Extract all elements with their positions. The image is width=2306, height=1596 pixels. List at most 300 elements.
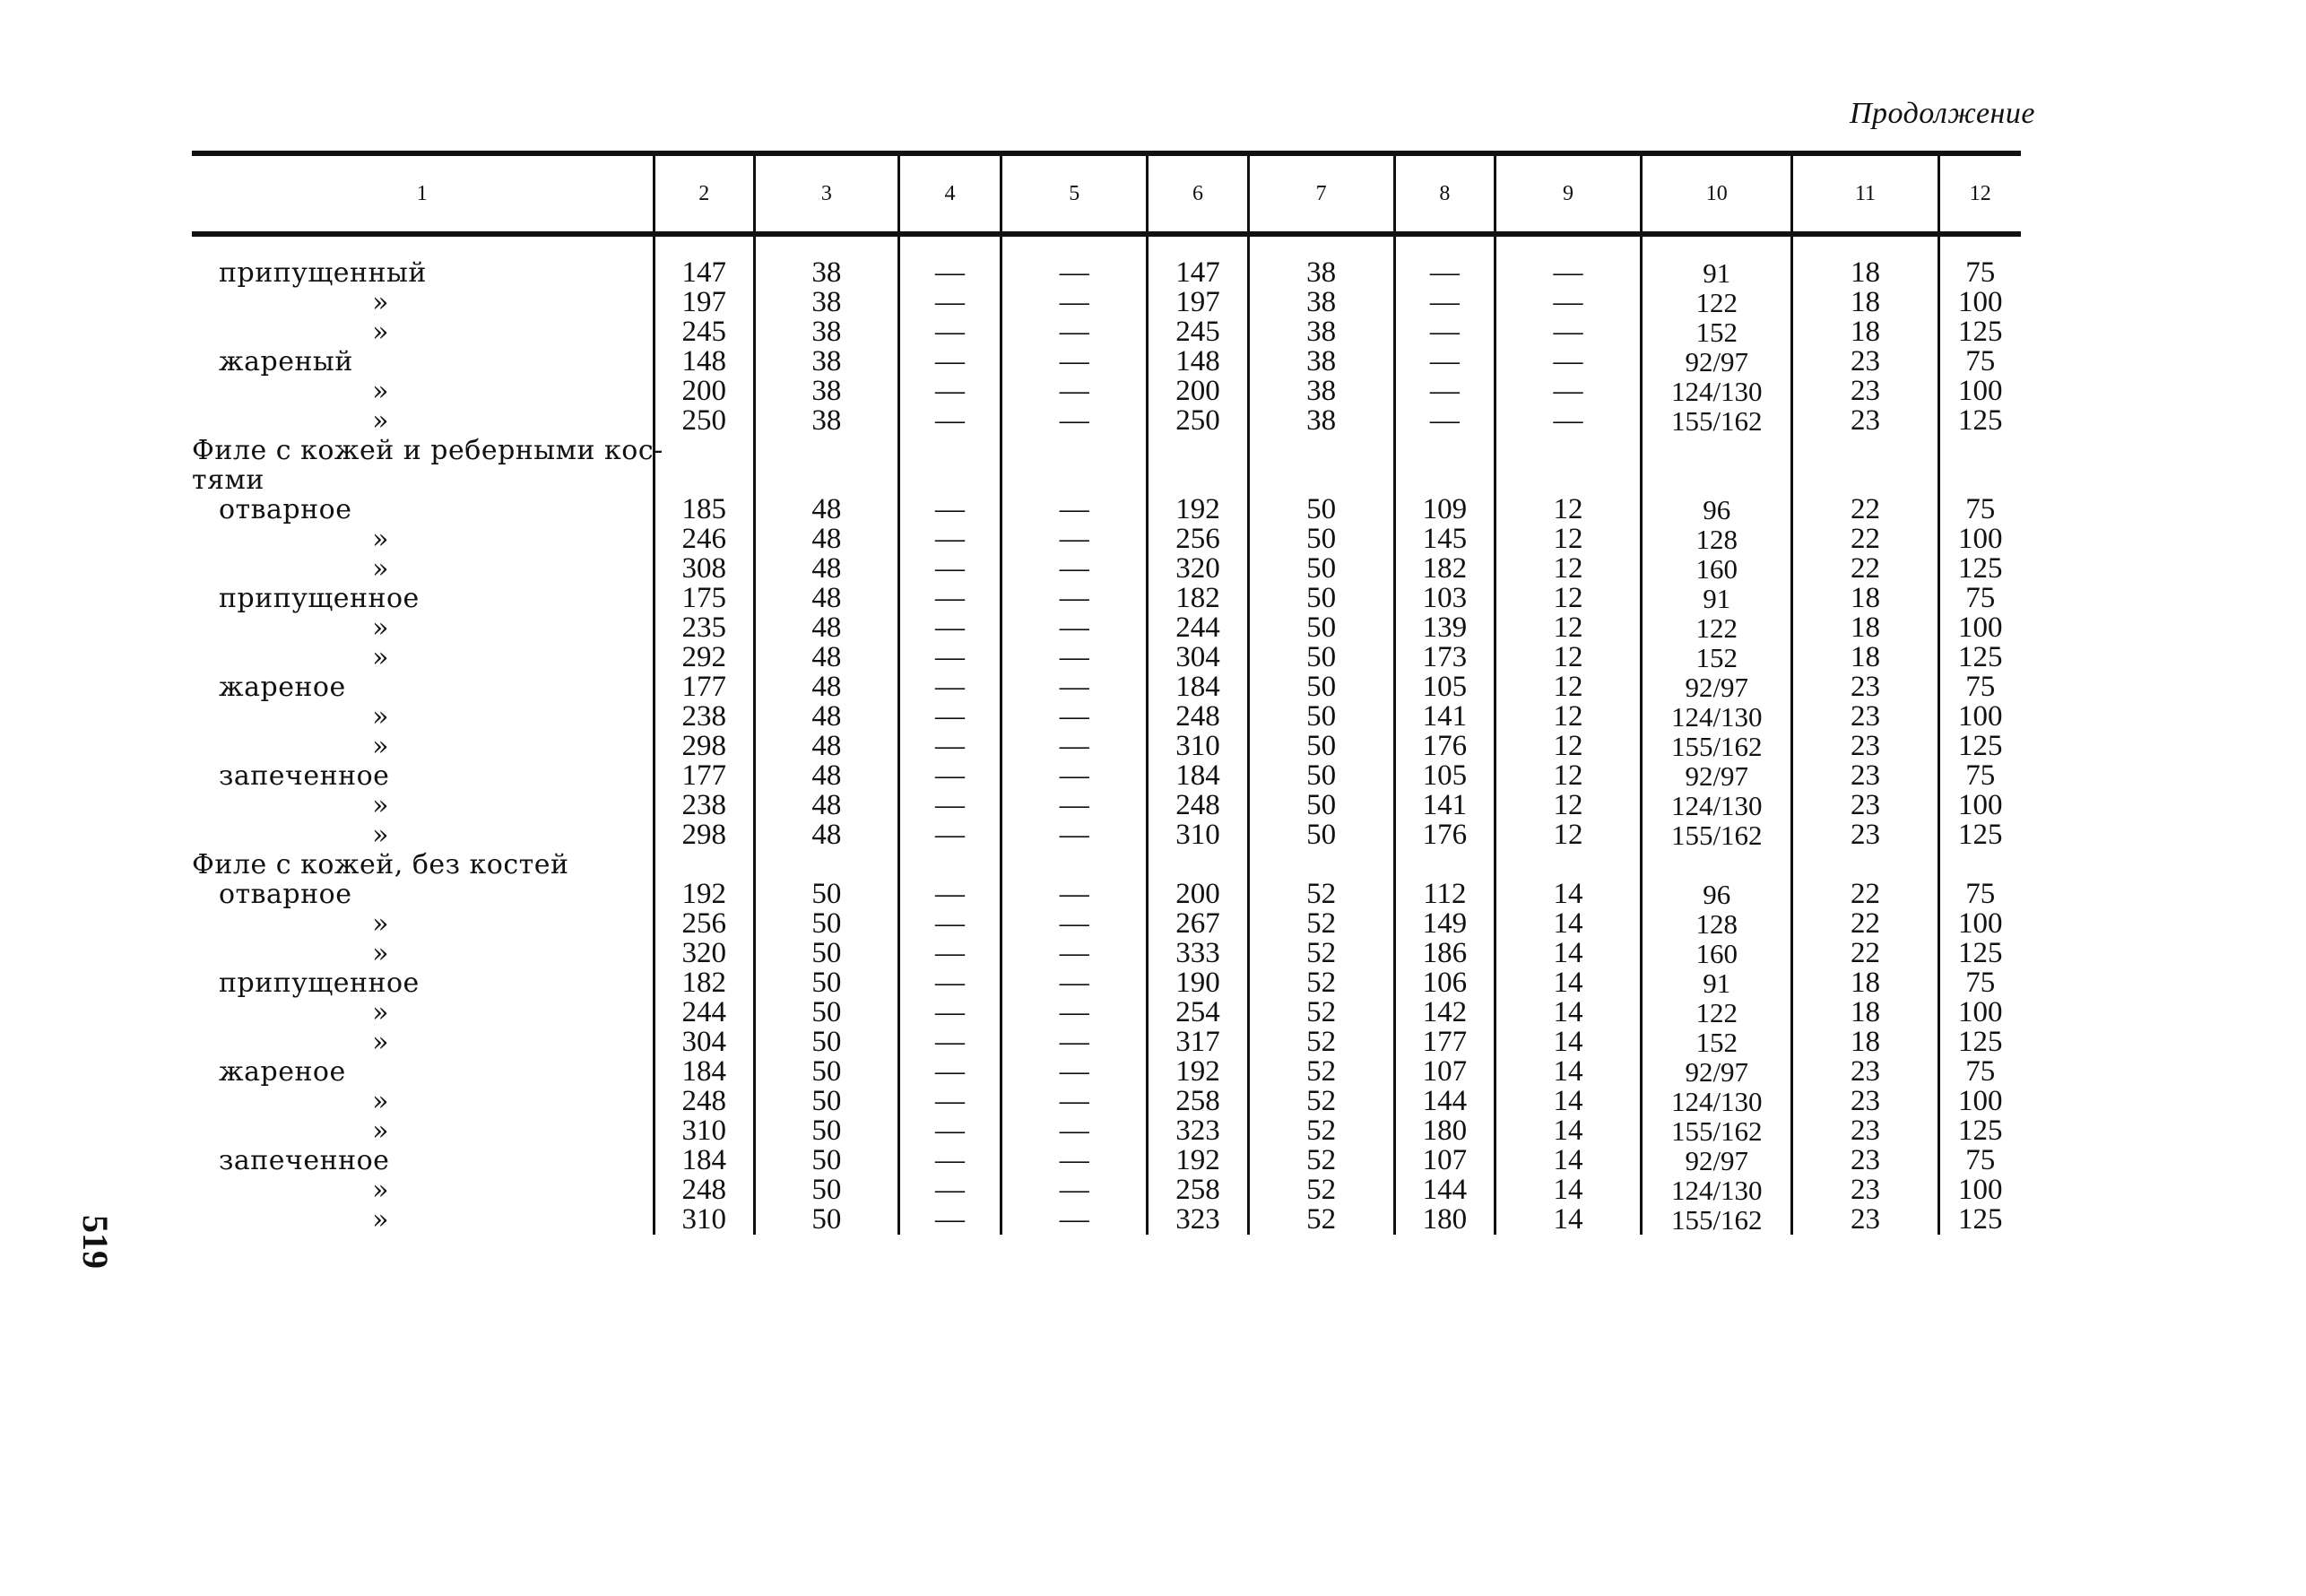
table-cell: — xyxy=(1001,791,1148,820)
table-cell: 180 xyxy=(1394,1205,1495,1235)
table-cell: 124/130 xyxy=(1642,702,1792,732)
table-cell: — xyxy=(898,1057,1001,1087)
table-cell: 182 xyxy=(1394,554,1495,584)
table-cell: 23 xyxy=(1792,347,1938,377)
row-label xyxy=(192,1057,654,1087)
table-cell: 248 xyxy=(1148,791,1248,820)
table-cell: 14 xyxy=(1495,909,1641,939)
table-row xyxy=(192,761,2021,791)
table-cell: — xyxy=(898,584,1001,613)
table-cell: 50 xyxy=(754,998,898,1028)
column-header: 4 xyxy=(898,153,1001,234)
table-cell: 125 xyxy=(1938,939,2021,968)
table-cell: 105 xyxy=(1394,672,1495,702)
table-cell: 52 xyxy=(1248,880,1394,909)
table-cell: 12 xyxy=(1495,554,1641,584)
table-cell xyxy=(1938,850,2021,880)
table-cell: — xyxy=(1001,613,1148,643)
row-label-text: » xyxy=(372,790,389,821)
row-label xyxy=(192,317,654,347)
table-cell: 52 xyxy=(1248,1028,1394,1057)
table-cell: — xyxy=(1001,288,1148,317)
table-cell: — xyxy=(1001,1175,1148,1205)
table-cell: — xyxy=(1001,880,1148,909)
row-label xyxy=(192,377,654,406)
table-row xyxy=(192,643,2021,672)
table-cell: 92/97 xyxy=(1642,672,1792,702)
table-cell: 52 xyxy=(1248,1087,1394,1116)
table-cell: 22 xyxy=(1792,909,1938,939)
table-cell: 192 xyxy=(654,880,754,909)
table-cell: 125 xyxy=(1938,554,2021,584)
table-cell: 317 xyxy=(1148,1028,1248,1057)
table-cell: 107 xyxy=(1394,1146,1495,1175)
table-cell: 200 xyxy=(1148,377,1248,406)
table-row xyxy=(192,1146,2021,1175)
table-cell: 182 xyxy=(654,968,754,998)
table-cell xyxy=(898,465,1001,495)
table-cell: 125 xyxy=(1938,1028,2021,1057)
table-cell: 52 xyxy=(1248,1175,1394,1205)
table-cell: 38 xyxy=(754,288,898,317)
row-label-text: » xyxy=(372,1115,389,1147)
table-cell: 38 xyxy=(754,317,898,347)
table-cell: — xyxy=(1394,406,1495,436)
table-cell: 50 xyxy=(1248,643,1394,672)
table-cell: 197 xyxy=(1148,288,1248,317)
table-cell: 122 xyxy=(1642,613,1792,643)
table-cell: 14 xyxy=(1495,998,1641,1028)
table-cell: 18 xyxy=(1792,584,1938,613)
table-cell: — xyxy=(898,968,1001,998)
table-cell: 22 xyxy=(1792,554,1938,584)
table-cell: 308 xyxy=(654,554,754,584)
table-cell: 160 xyxy=(1642,939,1792,968)
row-label-text: » xyxy=(372,820,389,851)
table-row xyxy=(192,377,2021,406)
table-cell: 52 xyxy=(1248,1146,1394,1175)
table-cell: 38 xyxy=(1248,288,1394,317)
table-cell: 124/130 xyxy=(1642,791,1792,820)
row-label xyxy=(192,465,654,495)
table-cell: 50 xyxy=(1248,702,1394,732)
table-cell: 304 xyxy=(654,1028,754,1057)
table-cell: — xyxy=(1001,554,1148,584)
table-cell: — xyxy=(898,761,1001,791)
table-cell: 38 xyxy=(1248,406,1394,436)
table-cell xyxy=(1792,436,1938,465)
table-cell: 238 xyxy=(654,702,754,732)
table-cell: 23 xyxy=(1792,761,1938,791)
table-cell: 75 xyxy=(1938,968,2021,998)
table-cell xyxy=(1001,850,1148,880)
row-label-text: припущенное xyxy=(219,583,420,614)
row-label-text: » xyxy=(372,1204,389,1236)
table-cell: — xyxy=(898,1116,1001,1146)
table-cell: 92/97 xyxy=(1642,347,1792,377)
table-cell: 100 xyxy=(1938,288,2021,317)
table-cell: 125 xyxy=(1938,1116,2021,1146)
table-cell xyxy=(1394,850,1495,880)
table-cell: — xyxy=(898,732,1001,761)
table-cell: 52 xyxy=(1248,968,1394,998)
table-cell: 323 xyxy=(1148,1205,1248,1235)
table-cell: 50 xyxy=(754,1028,898,1057)
table-cell: 12 xyxy=(1495,643,1641,672)
row-label-text: жареное xyxy=(219,672,346,703)
table-cell: 48 xyxy=(754,525,898,554)
table-row xyxy=(192,1057,2021,1087)
table-cell: — xyxy=(1001,1205,1148,1235)
table-cell: — xyxy=(1001,258,1148,288)
table-row xyxy=(192,968,2021,998)
row-label xyxy=(192,968,654,998)
table-cell: 50 xyxy=(1248,554,1394,584)
table-cell: 124/130 xyxy=(1642,377,1792,406)
row-label xyxy=(192,909,654,939)
row-label xyxy=(192,791,654,820)
table-cell: 14 xyxy=(1495,1146,1641,1175)
table-cell: 173 xyxy=(1394,643,1495,672)
table-cell: 50 xyxy=(1248,495,1394,525)
table-cell: 92/97 xyxy=(1642,1146,1792,1175)
table-cell: 125 xyxy=(1938,1205,2021,1235)
table-cell: 38 xyxy=(754,258,898,288)
table-cell: 50 xyxy=(1248,672,1394,702)
table-cell: 298 xyxy=(654,732,754,761)
table-cell: 75 xyxy=(1938,584,2021,613)
table-cell: 50 xyxy=(754,1146,898,1175)
table-cell: 304 xyxy=(1148,643,1248,672)
table-cell: 248 xyxy=(654,1087,754,1116)
row-label-text: тями xyxy=(192,464,264,496)
table-cell xyxy=(898,436,1001,465)
table-cell: — xyxy=(898,939,1001,968)
table-cell: — xyxy=(898,258,1001,288)
table-cell: 310 xyxy=(654,1116,754,1146)
table-cell: 18 xyxy=(1792,1028,1938,1057)
row-label-text: запеченное xyxy=(219,1145,390,1176)
table-cell: — xyxy=(1495,377,1641,406)
table-cell: 124/130 xyxy=(1642,1087,1792,1116)
table-cell: 125 xyxy=(1938,643,2021,672)
table-cell xyxy=(1495,850,1641,880)
table-cell: — xyxy=(1001,347,1148,377)
row-label-text: припущенное xyxy=(219,967,420,999)
table-cell xyxy=(654,465,754,495)
table-cell: 100 xyxy=(1938,998,2021,1028)
table-cell: 177 xyxy=(654,672,754,702)
column-header: 1 xyxy=(192,153,654,234)
table-cell: 96 xyxy=(1642,880,1792,909)
table-cell: 320 xyxy=(1148,554,1248,584)
table-cell: — xyxy=(898,820,1001,850)
row-label-text: » xyxy=(372,908,389,940)
table-cell: — xyxy=(898,288,1001,317)
table-cell: — xyxy=(1001,909,1148,939)
column-header: 10 xyxy=(1642,153,1792,234)
table-cell: 50 xyxy=(1248,820,1394,850)
table-cell xyxy=(1792,465,1938,495)
table-row xyxy=(192,820,2021,850)
table-cell: 48 xyxy=(754,791,898,820)
table-cell: 190 xyxy=(1148,968,1248,998)
table-cell: 52 xyxy=(1248,1116,1394,1146)
table-cell: 310 xyxy=(1148,820,1248,850)
table-cell: 310 xyxy=(654,1205,754,1235)
table-cell: 200 xyxy=(1148,880,1248,909)
table-cell xyxy=(1642,850,1792,880)
table-cell: 48 xyxy=(754,732,898,761)
table-cell: 75 xyxy=(1938,672,2021,702)
column-header: 5 xyxy=(1001,153,1148,234)
table-cell: — xyxy=(898,1205,1001,1235)
table-cell xyxy=(654,436,754,465)
table-cell: 23 xyxy=(1792,406,1938,436)
table-cell: 52 xyxy=(1248,909,1394,939)
column-header: 9 xyxy=(1495,153,1641,234)
table-cell: 175 xyxy=(654,584,754,613)
table-cell: — xyxy=(898,525,1001,554)
table-cell: 244 xyxy=(654,998,754,1028)
table-cell: 152 xyxy=(1642,1028,1792,1057)
table-cell: 100 xyxy=(1938,1087,2021,1116)
table-row xyxy=(192,258,2021,288)
table-cell: — xyxy=(1001,406,1148,436)
table-cell: 292 xyxy=(654,643,754,672)
table-cell: 258 xyxy=(1148,1175,1248,1205)
table-cell: 14 xyxy=(1495,1116,1641,1146)
table-cell: 38 xyxy=(1248,377,1394,406)
row-label-text: » xyxy=(372,997,389,1028)
row-label xyxy=(192,1146,654,1175)
table-cell: 14 xyxy=(1495,880,1641,909)
column-header: 11 xyxy=(1792,153,1938,234)
table-cell: 145 xyxy=(1394,525,1495,554)
table-cell: 38 xyxy=(754,406,898,436)
column-header: 7 xyxy=(1248,153,1394,234)
table-cell: — xyxy=(898,347,1001,377)
table-cell: — xyxy=(898,880,1001,909)
table-cell: 125 xyxy=(1938,732,2021,761)
table-cell: — xyxy=(1001,1028,1148,1057)
table-cell: 125 xyxy=(1938,317,2021,347)
table-cell: 48 xyxy=(754,495,898,525)
table-cell: — xyxy=(898,643,1001,672)
table-cell: 197 xyxy=(654,288,754,317)
row-label xyxy=(192,613,654,643)
table-cell: 50 xyxy=(754,1116,898,1146)
table-cell: 50 xyxy=(754,1057,898,1087)
table-cell: 38 xyxy=(1248,317,1394,347)
table-cell: 92/97 xyxy=(1642,761,1792,791)
table-cell: 12 xyxy=(1495,495,1641,525)
table-cell: 14 xyxy=(1495,1057,1641,1087)
table-cell: 152 xyxy=(1642,643,1792,672)
table-cell: 125 xyxy=(1938,820,2021,850)
table-cell: 122 xyxy=(1642,998,1792,1028)
row-label xyxy=(192,1175,654,1205)
table-cell xyxy=(654,850,754,880)
table-cell: 238 xyxy=(654,791,754,820)
table-cell xyxy=(1148,850,1248,880)
table-cell: 12 xyxy=(1495,702,1641,732)
table-cell xyxy=(1248,436,1394,465)
table-cell: — xyxy=(898,406,1001,436)
table-row xyxy=(192,436,2021,465)
table-row xyxy=(192,406,2021,436)
table-row xyxy=(192,998,2021,1028)
row-label xyxy=(192,584,654,613)
table-cell: 23 xyxy=(1792,1205,1938,1235)
table-cell: 184 xyxy=(1148,761,1248,791)
table-cell: 250 xyxy=(654,406,754,436)
table-row xyxy=(192,1175,2021,1205)
table-cell: 184 xyxy=(654,1057,754,1087)
table-cell: 23 xyxy=(1792,1087,1938,1116)
table-cell: 75 xyxy=(1938,880,2021,909)
table-cell: 38 xyxy=(1248,258,1394,288)
row-label-text: » xyxy=(372,1175,389,1206)
table-cell: — xyxy=(1001,525,1148,554)
row-label-text: Филе с кожей, без костей xyxy=(192,849,569,880)
table-cell: 155/162 xyxy=(1642,732,1792,761)
table-cell: — xyxy=(1394,317,1495,347)
row-label-text: отварное xyxy=(219,494,352,525)
table-cell: 12 xyxy=(1495,732,1641,761)
column-header: 12 xyxy=(1938,153,2021,234)
table-cell: 18 xyxy=(1792,643,1938,672)
row-label-text: запеченное xyxy=(219,760,390,792)
table-cell: 192 xyxy=(1148,1057,1248,1087)
table-cell: — xyxy=(1001,968,1148,998)
row-label-text: » xyxy=(372,405,389,437)
table-cell: 254 xyxy=(1148,998,1248,1028)
table-cell: 155/162 xyxy=(1642,820,1792,850)
row-label xyxy=(192,1028,654,1057)
table-cell: 267 xyxy=(1148,909,1248,939)
row-label-text: » xyxy=(372,612,389,644)
table-cell: — xyxy=(1495,406,1641,436)
table-cell: 112 xyxy=(1394,880,1495,909)
table-cell: 12 xyxy=(1495,525,1641,554)
table-cell: — xyxy=(1001,672,1148,702)
table-cell: — xyxy=(1001,732,1148,761)
table-cell: 100 xyxy=(1938,1175,2021,1205)
table-cell: 182 xyxy=(1148,584,1248,613)
continuation-label: Продолжение xyxy=(1849,97,2035,130)
table-cell: 48 xyxy=(754,761,898,791)
table-row xyxy=(192,554,2021,584)
table-cell: 18 xyxy=(1792,258,1938,288)
table-cell: 75 xyxy=(1938,1057,2021,1087)
table-cell: — xyxy=(898,1146,1001,1175)
table-row xyxy=(192,939,2021,968)
row-label-text: жареное xyxy=(219,1056,346,1088)
table-cell: 245 xyxy=(1148,317,1248,347)
table-cell: 12 xyxy=(1495,820,1641,850)
table-cell: — xyxy=(1495,258,1641,288)
table-cell: 12 xyxy=(1495,613,1641,643)
table-cell: 149 xyxy=(1394,909,1495,939)
table-cell: 139 xyxy=(1394,613,1495,643)
table-cell: — xyxy=(898,317,1001,347)
table-cell: 100 xyxy=(1938,909,2021,939)
table-row xyxy=(192,288,2021,317)
table-cell: 75 xyxy=(1938,761,2021,791)
table-cell xyxy=(754,465,898,495)
table-cell: 18 xyxy=(1792,317,1938,347)
table-row xyxy=(192,1087,2021,1116)
table-cell: — xyxy=(1495,347,1641,377)
table-cell: 177 xyxy=(1394,1028,1495,1057)
row-label-text: » xyxy=(372,642,389,673)
table-cell: 323 xyxy=(1148,1116,1248,1146)
table-cell: 144 xyxy=(1394,1175,1495,1205)
table-cell: 38 xyxy=(1248,347,1394,377)
table-cell: — xyxy=(1001,1116,1148,1146)
table-cell: 141 xyxy=(1394,791,1495,820)
table-cell: 50 xyxy=(754,1087,898,1116)
table-cell: 38 xyxy=(754,347,898,377)
table-row xyxy=(192,317,2021,347)
table-cell: 38 xyxy=(754,377,898,406)
table-cell: 50 xyxy=(754,939,898,968)
table-cell: — xyxy=(1001,495,1148,525)
table-cell: 12 xyxy=(1495,761,1641,791)
row-label xyxy=(192,288,654,317)
table-cell: 14 xyxy=(1495,1175,1641,1205)
table-cell: 50 xyxy=(1248,732,1394,761)
row-label-text: отварное xyxy=(219,879,352,910)
table-cell: 142 xyxy=(1394,998,1495,1028)
row-label xyxy=(192,702,654,732)
table-cell: 50 xyxy=(1248,791,1394,820)
table-cell xyxy=(1792,850,1938,880)
column-header: 3 xyxy=(754,153,898,234)
table-cell: 48 xyxy=(754,554,898,584)
table-cell: — xyxy=(898,909,1001,939)
table-cell: — xyxy=(898,554,1001,584)
row-label xyxy=(192,761,654,791)
table-cell: 22 xyxy=(1792,939,1938,968)
table-row xyxy=(192,1205,2021,1235)
table-cell: 22 xyxy=(1792,525,1938,554)
table-cell: — xyxy=(898,1087,1001,1116)
table-cell: 256 xyxy=(654,909,754,939)
table-cell: 124/130 xyxy=(1642,1175,1792,1205)
table-cell: — xyxy=(1001,939,1148,968)
table-cell: 298 xyxy=(654,820,754,850)
table-cell: 18 xyxy=(1792,998,1938,1028)
table-cell: 100 xyxy=(1938,791,2021,820)
table-cell: 12 xyxy=(1495,791,1641,820)
row-label xyxy=(192,435,663,466)
table-cell: 91 xyxy=(1642,584,1792,613)
table-row xyxy=(192,347,2021,377)
table-cell: 107 xyxy=(1394,1057,1495,1087)
table-cell: — xyxy=(1001,1057,1148,1087)
table-cell: 75 xyxy=(1938,258,2021,288)
row-label-text: » xyxy=(372,287,389,318)
table-cell: 50 xyxy=(754,1175,898,1205)
table-cell: 177 xyxy=(654,761,754,791)
table-cell: — xyxy=(1001,761,1148,791)
table-cell: — xyxy=(1495,317,1641,347)
table-cell: — xyxy=(898,613,1001,643)
table-cell: 12 xyxy=(1495,584,1641,613)
table-cell: 14 xyxy=(1495,1205,1641,1235)
